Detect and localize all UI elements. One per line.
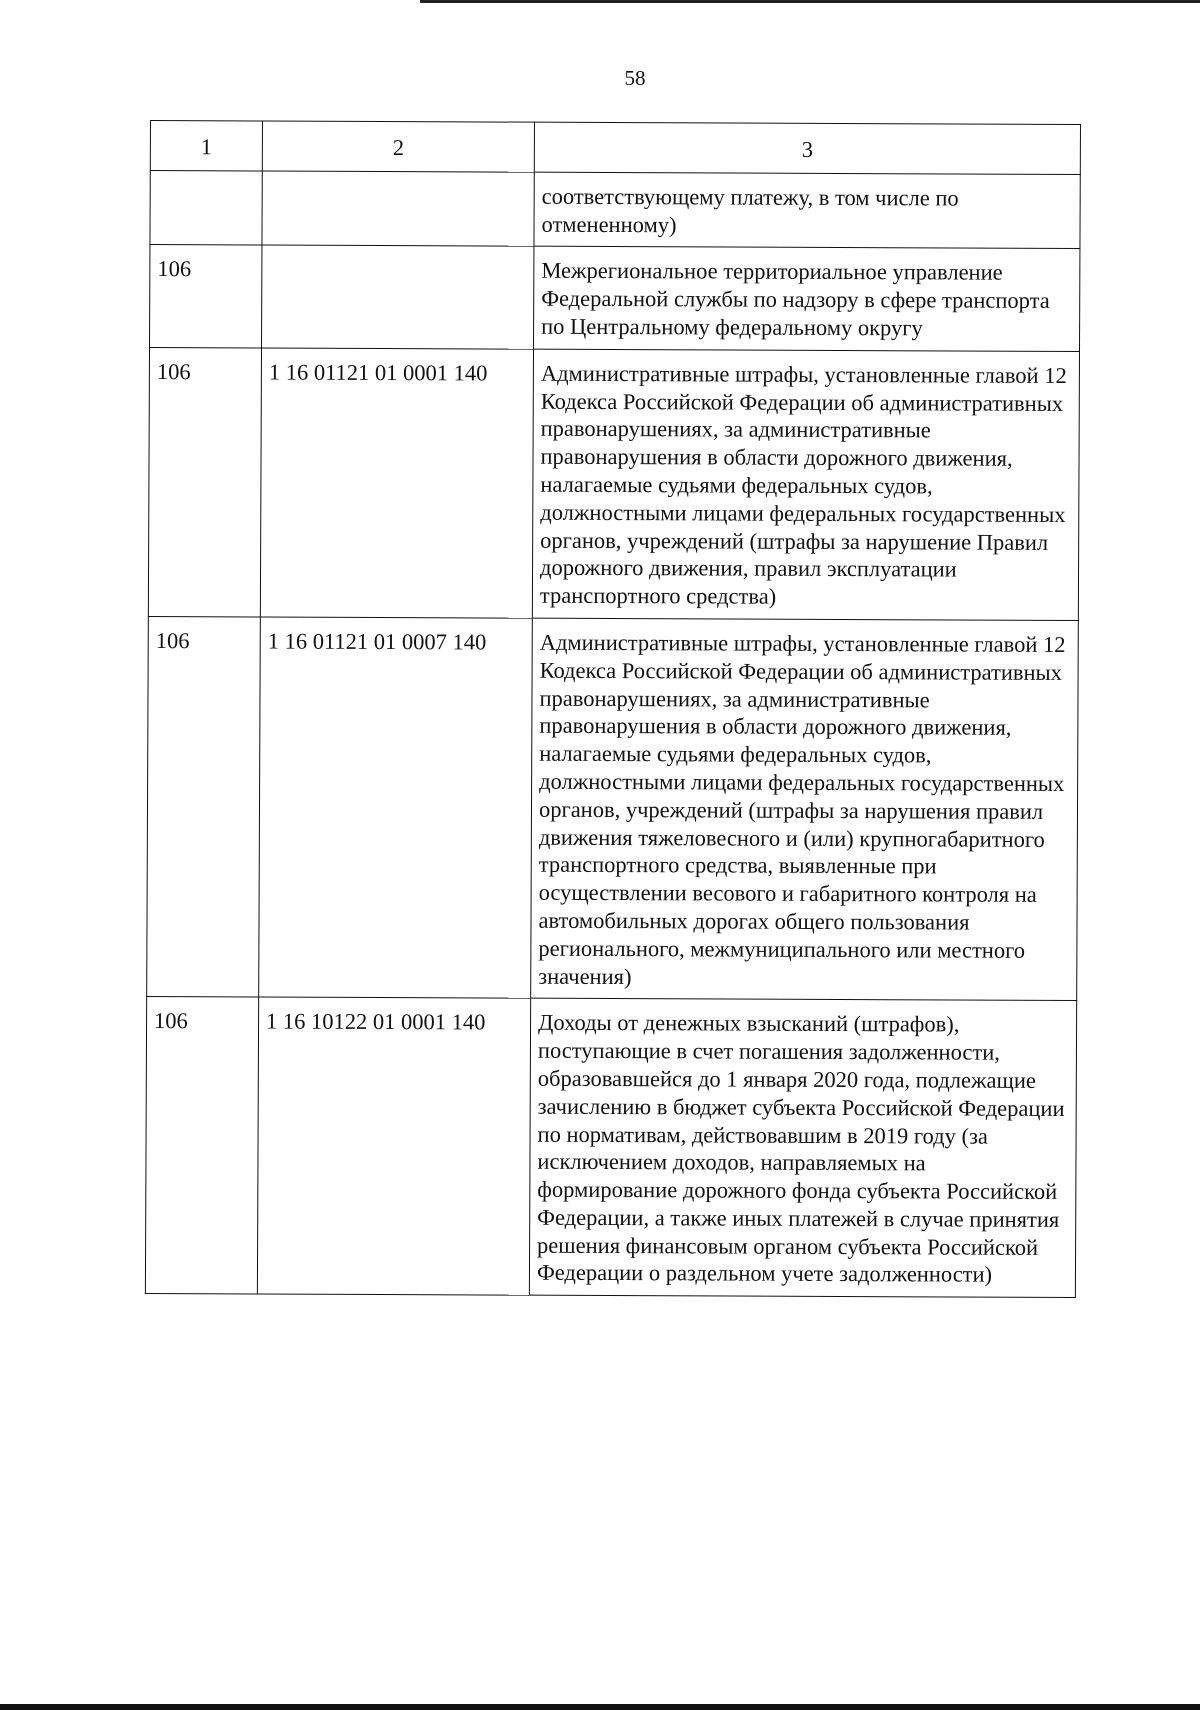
admin-code-cell: 106 bbox=[150, 245, 262, 348]
admin-code-cell: 106 bbox=[147, 616, 261, 997]
header-col-2: 2 bbox=[262, 121, 534, 172]
description-cell: Административные штрафы, установленные главой 12 Кодекса Российской Федерации об административных правонарушениях, за административные правонарушения в области дорожного движения, налагаемые судьями федеральных судов, должностными лицами федеральных государственных органов, учреждений (штрафы за нарушение Правил дорожного движения, правил эксплуатации транспортного средства) bbox=[532, 349, 1079, 621]
page-number: 58 bbox=[624, 66, 646, 90]
description-cell: Межрегиональное территориальное управление Федеральной службы по надзору в сфере транспорта по Центральному федеральному округу bbox=[534, 247, 1080, 352]
table-row bbox=[148, 347, 1079, 620]
description-cell: Доходы от денежных взысканий (штрафов), поступающие в счет погашения задолженности, образовавшейся до 1 января 2020 года, подлежащие зачислению в бюджет субъекта Российской Федерации по нормативам, действовавшим в 2019 году (за исключением доходов, направляемых на формирование дорожного фонда субъекта Российской Федерации, а также иных платежей в случае принятия решения финансовым органом субъекта Российской Федерации о раздельном учете задолженности) bbox=[529, 998, 1076, 1297]
bottom-scan-edge bbox=[0, 1704, 1200, 1710]
budget-code-cell: 1 16 01121 01 0007 140 bbox=[259, 617, 533, 999]
admin-code-cell: 106 bbox=[148, 347, 261, 617]
table-header-row bbox=[150, 121, 1080, 175]
budget-code-cell bbox=[262, 171, 534, 247]
admin-code-cell: 106 bbox=[145, 997, 258, 1294]
table-row bbox=[150, 245, 1080, 351]
budget-code-cell: 1 16 10122 01 0001 140 bbox=[257, 997, 530, 1295]
revenue-codes-table bbox=[145, 120, 1081, 1298]
description-cell: Административные штрафы, установленные главой 12 Кодекса Российской Федерации об административных правонарушениях, за административные правонарушения в области дорожного движения, налагаемые судьями федеральных судов, должностными лицами федеральных государственных органов, учреждений (штрафы за нарушения правил движения тяжеловесного и (или) крупногабаритного транспортного средства, выявленные при осуществлении весового и габаритного контроля на автомобильных дорогах общего пользования регионального, межмуниципального или местного значения) bbox=[531, 618, 1079, 1001]
description-cell: соответствующему платежу, в том числе по отмененному) bbox=[534, 172, 1080, 249]
table-row bbox=[150, 170, 1080, 249]
header-col-1: 1 bbox=[150, 121, 262, 171]
header-col-3: 3 bbox=[534, 122, 1080, 174]
admin-code-cell bbox=[150, 170, 262, 245]
budget-code-cell bbox=[262, 245, 534, 349]
table-row bbox=[147, 616, 1079, 1000]
top-scan-edge bbox=[420, 0, 1200, 3]
budget-code-cell: 1 16 01121 01 0001 140 bbox=[260, 348, 533, 618]
table-row bbox=[145, 997, 1076, 1298]
